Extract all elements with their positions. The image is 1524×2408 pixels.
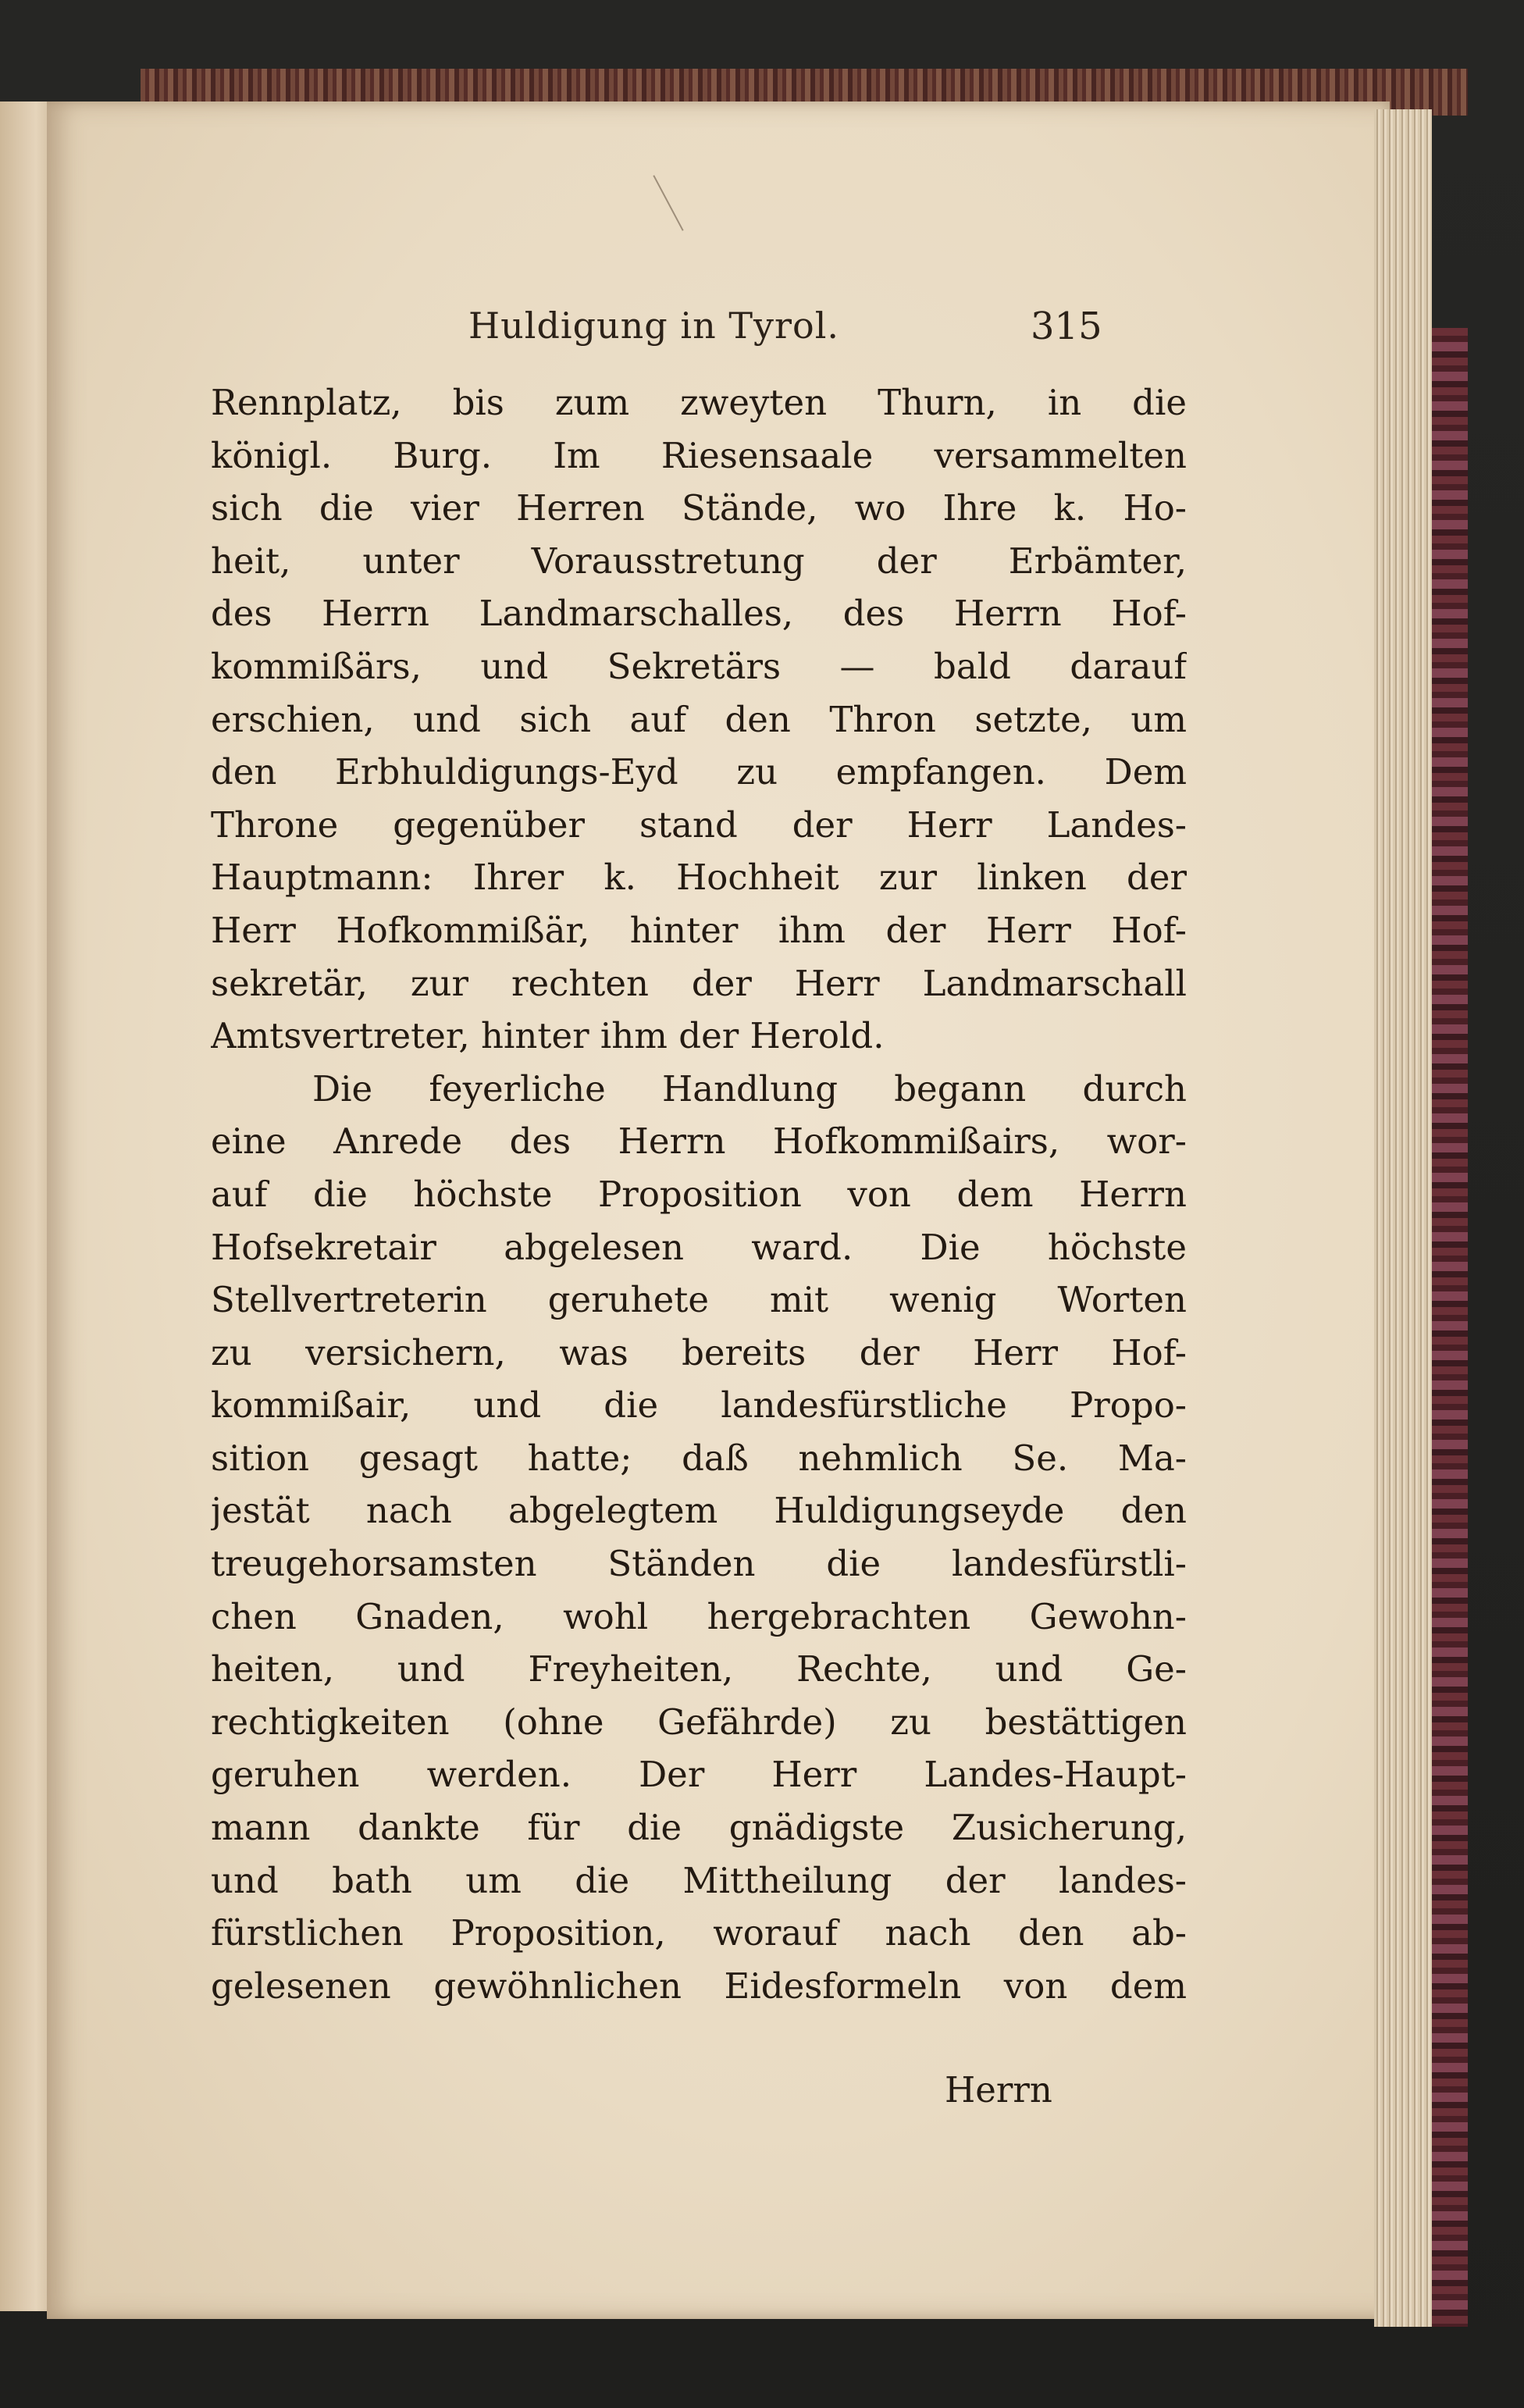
text-line: heiten, und Freyheiten, Rechte, und Ge- [211,1648,1187,1690]
text-line: mann dankte für die gnädigste Zusicherung, [211,1807,1187,1849]
text-line: kommißair, und die landesfürstliche Propo- [211,1384,1187,1427]
text-line: rechtigkeiten (ohne Gefährde) zu bestättigen [211,1701,1187,1743]
text-line: Amtsvertreter, hinter ihm der Herold. [211,1015,885,1057]
text-line: heit, unter Vorausstretung der Erbämter, [211,540,1187,582]
text-line: Throne gegenüber stand der Herr Landes- [211,803,1187,846]
page-edges [1374,109,1432,2327]
text-line: und bath um die Mittheilung der landes- [211,1859,1187,1901]
text-line: fürstlichen Proposition, worauf nach den ab- [211,1912,1187,1954]
text-line: eine Anrede des Herrn Hofkommißairs, wor- [211,1120,1187,1163]
paragraph-first-line: Die feyerliche Handlung begann durch [312,1067,1187,1110]
text-line: sekretär, zur rechten der Herr Landmarschall [211,962,1187,1004]
text-line: gelesenen gewöhnlichen Eidesformeln von dem [211,1965,1187,2007]
text-line: jestät nach abgelegtem Huldigungseyde den [211,1490,1187,1532]
text-line: sition gesagt hatte; daß nehmlich Se. Ma- [211,1437,1187,1479]
facing-page-edge [0,102,52,2311]
running-title: Huldigung in Tyrol. [468,305,840,347]
text-line: königl. Burg. Im Riesensaale versammelten [211,434,1187,476]
text-line: erschien, und sich auf den Thron setzte, um [211,698,1187,740]
text-line: Stellvertreterin geruhete mit wenig Worten [211,1279,1187,1321]
page-number: 315 [1031,305,1102,348]
text-line: den Erbhuldigungs-Eyd zu empfangen. Dem [211,751,1187,793]
text-line: kommißärs, und Sekretärs — bald darauf [211,645,1187,687]
text-line: auf die höchste Proposition von dem Herrn [211,1173,1187,1215]
book-cover-right-edge [1430,328,1468,2327]
text-line: zu versichern, was bereits der Herr Hof- [211,1331,1187,1373]
text-line: chen Gnaden, wohl hergebrachten Gewohn- [211,1595,1187,1637]
catchword: Herrn [945,2069,1052,2111]
text-line: geruhen werden. Der Herr Landes-Haupt- [211,1754,1187,1796]
text-line: des Herrn Landmarschalles, des Herrn Hof- [211,593,1187,635]
text-line: Herr Hofkommißär, hinter ihm der Herr Hof- [211,909,1187,951]
text-line: sich die vier Herren Stände, wo Ihre k. Ho- [211,487,1187,529]
running-head [390,289,1171,351]
text-line: treugehorsamsten Ständen die landesfürstli- [211,1543,1187,1585]
text-line: Hofsekretair abgelesen ward. Die höchste [211,1226,1187,1268]
body-text [211,376,1187,2012]
text-line: Hauptmann: Ihrer k. Hochheit zur linken der [211,857,1187,899]
text-line: Rennplatz, bis zum zweyten Thurn, in die [211,382,1187,423]
